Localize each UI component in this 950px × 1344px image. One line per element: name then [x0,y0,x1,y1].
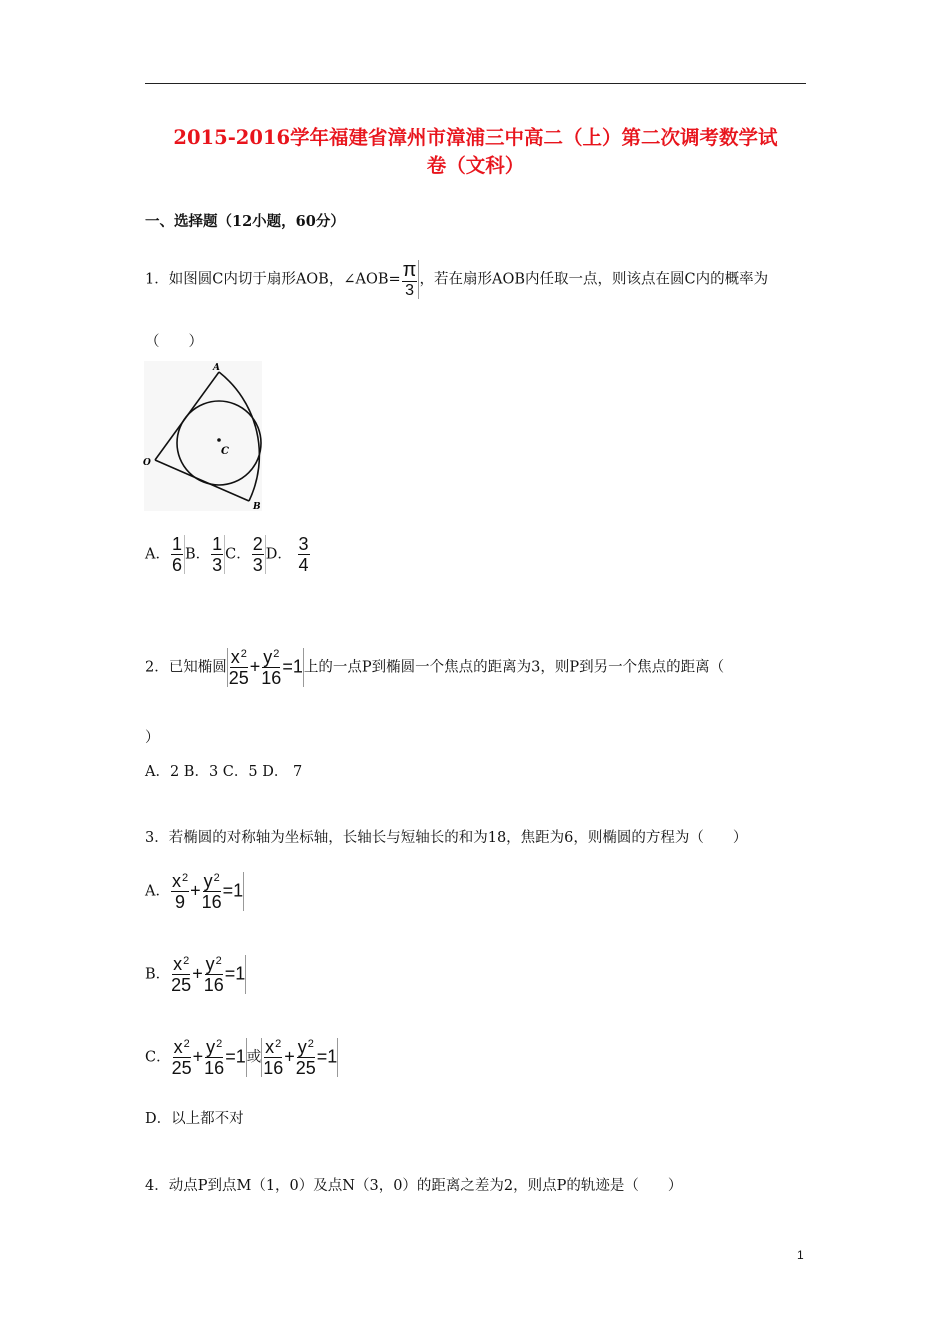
sector-circle-figure [143,360,263,512]
center-dot [217,438,221,442]
question-2-stem: 2．已知椭圆 $\frac{x^2}{25}$ + $\frac{y^2}{16}$ =1上的一点P到椭圆一个焦点的距离为3，则P到另一个焦点的距离（ [145,647,725,688]
page-number: 1 [797,1248,804,1262]
label-o: O [143,458,151,468]
question-3-option-b: B． $\frac{x^2}{25}$ + $\frac{y^2}{16}$ =1 [145,954,246,995]
question-1-options: A． $\frac{1}{6}$ B． $\frac{1}{3}$ C． $\frac{2}{3}$ D． $\frac{3}{4}$ [145,534,309,575]
figure-background [144,361,262,511]
question-3-option-c: C． $\frac{x^2}{25}$ + $\frac{y^2}{16}$ =1或 $\frac{x^2}{16}$ + $\frac{y^2}{25}$ =1 [145,1037,338,1078]
angle-formula: $\frac{\pi}{3}$ [401,260,420,299]
section-heading: 一、选择题（12小题，60分） [145,213,345,230]
option-a-frac: $\frac{1}{6}$ [170,535,185,574]
question-1-paren: （ ） [145,334,203,350]
ellipse-formula-q2: $\frac{x^2}{25}$ + $\frac{y^2}{16}$ =1 [228,647,303,688]
doc-title-line-1: 2015-2016学年福建省漳州市漳浦三中高二（上）第二次调考数学试 [173,126,778,149]
label-a: A [213,363,220,373]
question-3-stem: 3．若椭圆的对称轴为坐标轴，长轴长与短轴长的和为18，焦距为6，则椭圆的方程为（ ） [145,830,748,846]
option-c-frac: $\frac{2}{3}$ [251,535,266,574]
top-rule [145,83,806,84]
question-1-stem: 1．如图圆C内切于扇形AOB，∠AOB= $\frac{\pi}{3}$ ，若在扇形AOB内任取一点，则该点在圆C内的概率为 [145,259,769,299]
label-b: B [253,502,261,512]
doc-title-line-2: 卷（文科） [426,154,525,177]
question-3-option-a: A． $\frac{x^2}{9}$ + $\frac{y^2}{16}$ =1 [145,871,244,912]
question-3-option-d: D．以上都不对 [145,1111,244,1127]
label-c: C [221,446,229,457]
option-b-frac: $\frac{1}{3}$ [210,535,225,574]
option-d-frac: $\frac{3}{4}$ [298,534,309,575]
question-4-stem: 4．动点P到点M（1，0）及点N（3，0）的距离之差为2，则点P的轨迹是（ ） [145,1178,683,1194]
question-2-options: A．2 B．3 C．5 D． 7 [145,764,303,780]
question-2-close: ） [145,730,160,746]
